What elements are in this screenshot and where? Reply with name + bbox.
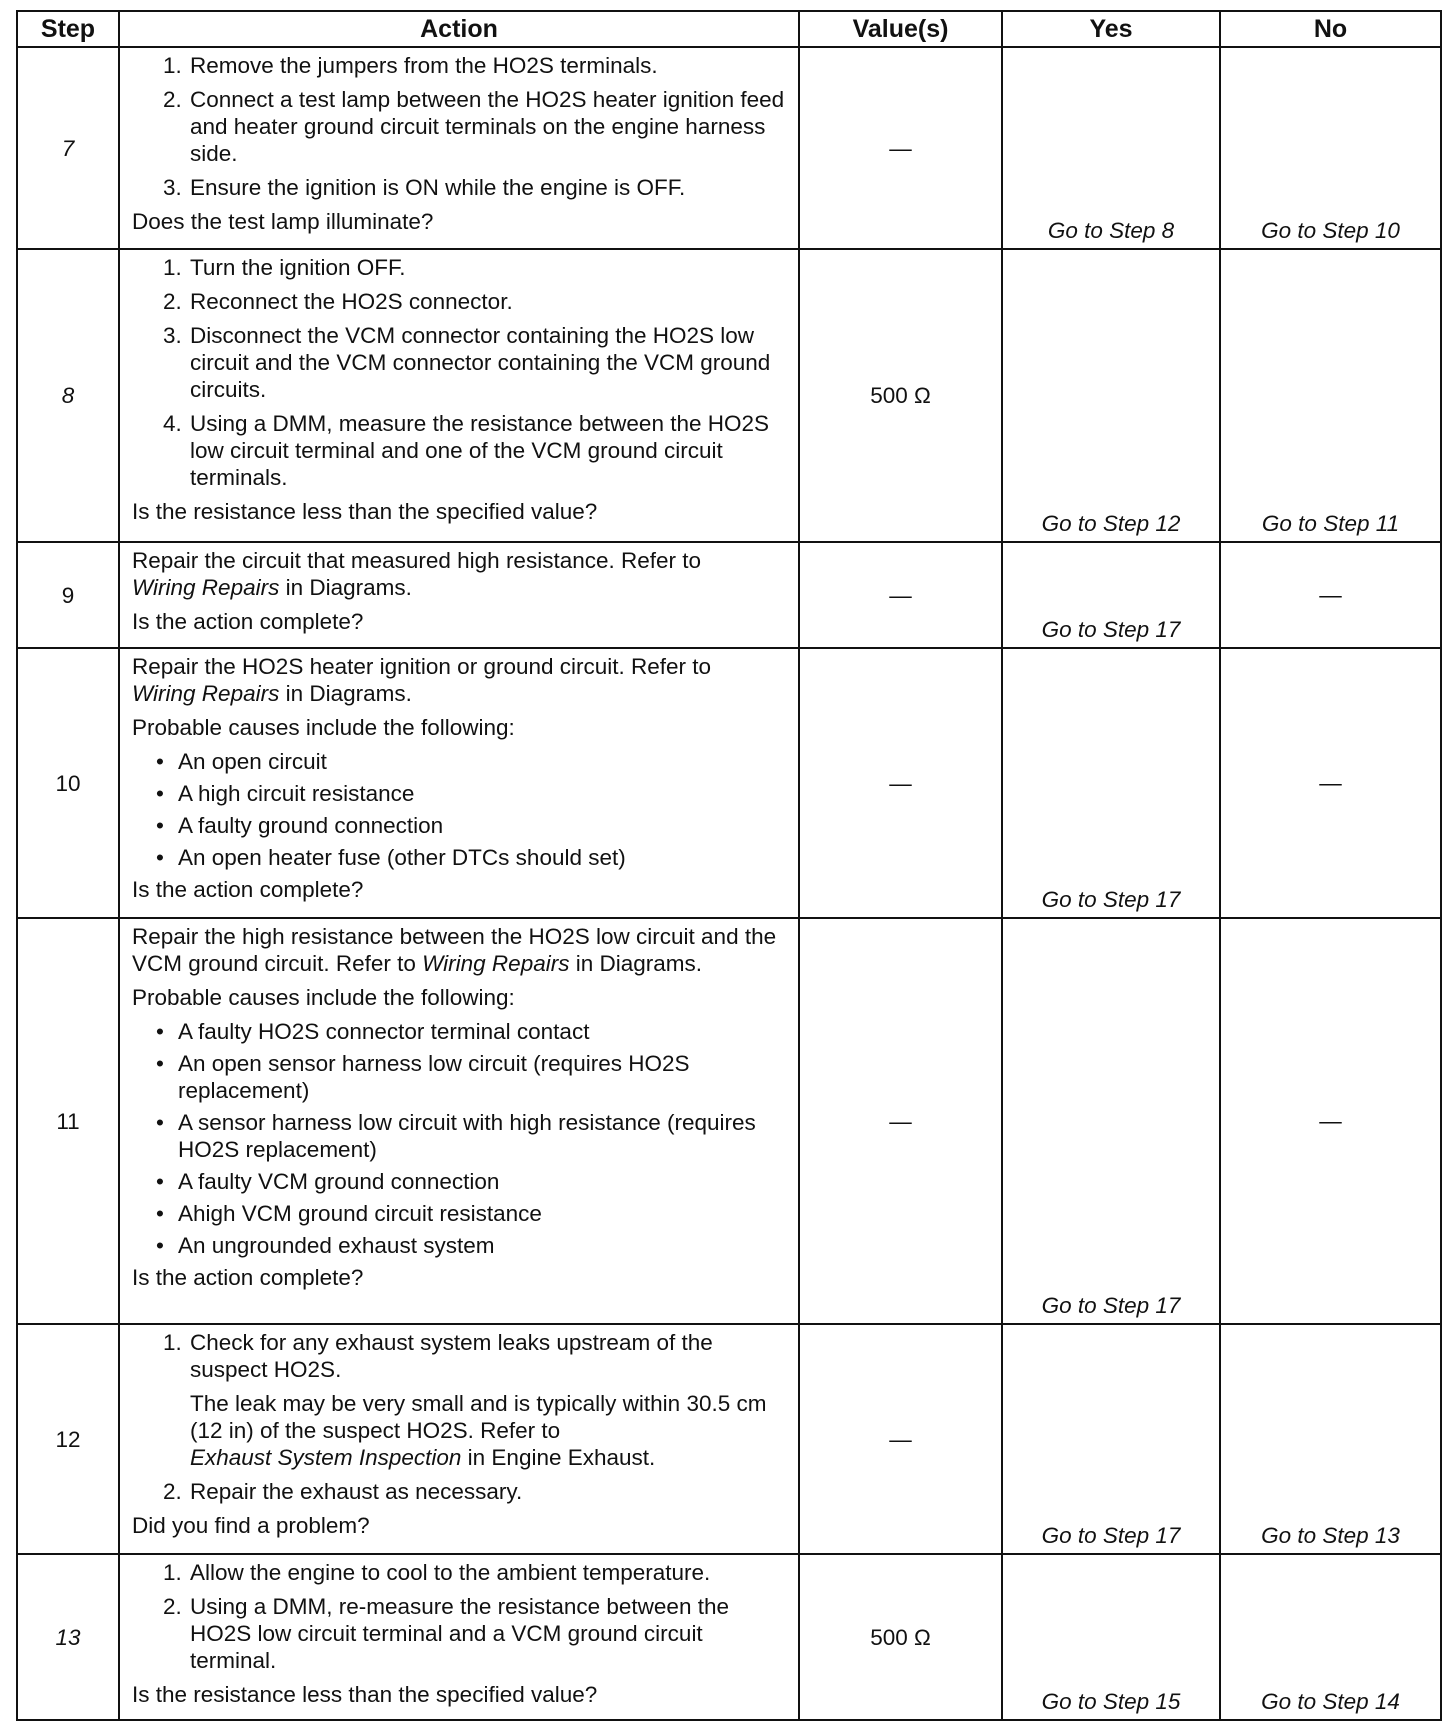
header-no: No xyxy=(1220,11,1441,47)
yes-cell xyxy=(1002,1324,1220,1554)
yes-cell xyxy=(1002,249,1220,542)
list-item: 1. Turn the ignition OFF. xyxy=(188,254,790,281)
step-list xyxy=(132,254,790,491)
list-item: 1. Remove the jumpers from the HO2S terminals. xyxy=(188,52,790,79)
table-row-step-11 xyxy=(17,918,1441,1324)
causes-intro: Probable causes include the following: xyxy=(132,715,515,740)
repair-text-b: in Diagrams. xyxy=(285,681,412,706)
step-list xyxy=(132,52,790,201)
list-item: • An open circuit xyxy=(178,748,790,775)
note-text-a: The leak may be very small and is typically within 30.5 cm (12 in) of the suspect HO2S. Refer to xyxy=(190,1391,767,1443)
wiring-repairs-ref[interactable]: Wiring Repairs xyxy=(132,681,280,706)
no-cell xyxy=(1220,47,1441,249)
list-item: 2. Reconnect the HO2S connector. xyxy=(188,288,790,315)
list-item: • Ahigh VCM ground circuit resistance xyxy=(178,1200,790,1227)
action-cell xyxy=(119,1324,799,1554)
no-cell xyxy=(1220,918,1441,1324)
repair-text-a: Repair the HO2S heater ignition or ground circuit. Refer to xyxy=(132,654,712,679)
step-number: 9 xyxy=(17,542,119,648)
list-item: • A faulty HO2S connector terminal contact xyxy=(178,1018,790,1045)
no-link[interactable]: Go to Step 14 xyxy=(1261,1689,1400,1714)
action-cell xyxy=(119,918,799,1324)
yes-cell xyxy=(1002,542,1220,648)
value-cell: 500 Ω xyxy=(799,249,1002,542)
diagnostic-table xyxy=(16,10,1442,1721)
table-row-step-12 xyxy=(17,1324,1441,1554)
header-step: Step xyxy=(17,11,119,47)
yes-link[interactable]: Go to Step 12 xyxy=(1041,511,1181,536)
no-dash: — xyxy=(1319,770,1342,796)
question-text: Is the resistance less than the specified value? xyxy=(132,1682,598,1707)
exhaust-inspection-ref[interactable]: Exhaust System Inspection xyxy=(190,1445,462,1470)
repair-text xyxy=(132,923,790,977)
list-item: • An open sensor harness low circuit (requires HO2S replacement) xyxy=(178,1050,790,1104)
no-cell xyxy=(1220,648,1441,918)
step-list xyxy=(132,1559,790,1674)
step-number: 8 xyxy=(17,249,119,542)
table-row-step-8 xyxy=(17,249,1441,542)
value-cell: — xyxy=(799,542,1002,648)
no-cell xyxy=(1220,1554,1441,1720)
table-row-step-7 xyxy=(17,47,1441,249)
no-link[interactable]: Go to Step 13 xyxy=(1261,1523,1400,1548)
table-row-step-13 xyxy=(17,1554,1441,1720)
list-item: • An open heater fuse (other DTCs should set) xyxy=(178,844,790,871)
yes-link[interactable]: Go to Step 17 xyxy=(1041,617,1181,642)
wiring-repairs-ref[interactable]: Wiring Repairs xyxy=(132,575,280,600)
yes-link[interactable]: Go to Step 17 xyxy=(1041,887,1181,912)
yes-link[interactable]: Go to Step 8 xyxy=(1047,218,1175,243)
step-list xyxy=(132,1329,790,1505)
action-cell xyxy=(119,648,799,918)
list-item: • A faulty VCM ground connection xyxy=(178,1168,790,1195)
list-item: 3. Ensure the ignition is ON while the engine is OFF. xyxy=(188,174,790,201)
no-cell xyxy=(1220,1324,1441,1554)
list-item: 3. Disconnect the VCM connector containing the HO2S low circuit and the VCM connector containing the VCM ground circuits. xyxy=(188,322,790,403)
value-cell: — xyxy=(799,918,1002,1324)
step-number: 10 xyxy=(17,648,119,918)
step-number: 7 xyxy=(17,47,119,249)
repair-text-a: Repair the high resistance between the HO2S low circuit and the VCM ground circuit. Refer to xyxy=(132,924,777,976)
list-item: • An ungrounded exhaust system xyxy=(178,1232,790,1259)
value-cell: — xyxy=(799,47,1002,249)
yes-cell xyxy=(1002,918,1220,1324)
no-dash: — xyxy=(1319,1108,1342,1134)
value-cell: — xyxy=(799,1324,1002,1554)
action-cell xyxy=(119,1554,799,1720)
repair-text-b: in Diagrams. xyxy=(575,951,703,976)
yes-link[interactable]: Go to Step 15 xyxy=(1041,1689,1181,1714)
value-cell: — xyxy=(799,648,1002,918)
question-text: Is the action complete? xyxy=(132,1265,364,1290)
action-cell xyxy=(119,249,799,542)
table-row-step-10 xyxy=(17,648,1441,918)
step-note xyxy=(190,1390,790,1471)
no-cell xyxy=(1220,249,1441,542)
causes-list xyxy=(132,748,790,871)
list-item: • A faulty ground connection xyxy=(178,812,790,839)
wiring-repairs-ref[interactable]: Wiring Repairs xyxy=(422,951,570,976)
step-number: 11 xyxy=(17,918,119,1324)
action-cell xyxy=(119,542,799,648)
header-action: Action xyxy=(119,11,799,47)
question-text: Is the action complete? xyxy=(132,877,364,902)
list-item: 2. Using a DMM, re-measure the resistance between the HO2S low circuit terminal and a VCM ground circuit terminal. xyxy=(188,1593,790,1674)
list-item xyxy=(188,1329,790,1471)
no-link[interactable]: Go to Step 10 xyxy=(1261,218,1400,243)
yes-cell xyxy=(1002,1554,1220,1720)
list-item: 2. Connect a test lamp between the HO2S heater ignition feed and heater ground circuit terminals on the engine harness side. xyxy=(188,86,790,167)
no-dash: — xyxy=(1319,582,1342,608)
header-values: Value(s) xyxy=(799,11,1002,47)
question-text: Is the action complete? xyxy=(132,609,364,634)
repair-text-a: Repair the circuit that measured high resistance. Refer to xyxy=(132,548,702,573)
list-item: 2. Repair the exhaust as necessary. xyxy=(188,1478,790,1505)
no-cell xyxy=(1220,542,1441,648)
yes-link[interactable]: Go to Step 17 xyxy=(1041,1523,1181,1548)
question-text: Is the resistance less than the specified value? xyxy=(132,499,598,524)
question-text: Did you find a problem? xyxy=(132,1513,370,1538)
repair-text xyxy=(132,653,790,707)
yes-cell xyxy=(1002,648,1220,918)
yes-link[interactable]: Go to Step 17 xyxy=(1041,1293,1181,1318)
yes-cell xyxy=(1002,47,1220,249)
note-text-b: in Engine Exhaust. xyxy=(467,1445,656,1470)
no-link[interactable]: Go to Step 11 xyxy=(1261,511,1400,536)
repair-text xyxy=(132,547,790,601)
step-number: 13 xyxy=(17,1554,119,1720)
question-text: Does the test lamp illuminate? xyxy=(132,209,434,234)
list-item: • A high circuit resistance xyxy=(178,780,790,807)
repair-text-b: in Diagrams. xyxy=(285,575,412,600)
list-item: 4. Using a DMM, measure the resistance between the HO2S low circuit terminal and one of the VCM ground circuit terminals. xyxy=(188,410,790,491)
value-cell: 500 Ω xyxy=(799,1554,1002,1720)
step-number: 12 xyxy=(17,1324,119,1554)
header-yes: Yes xyxy=(1002,11,1220,47)
causes-list xyxy=(132,1018,790,1259)
action-cell xyxy=(119,47,799,249)
list-item: 1. Allow the engine to cool to the ambient temperature. xyxy=(188,1559,790,1586)
table-row-step-9 xyxy=(17,542,1441,648)
step-text: Check for any exhaust system leaks upstream of the suspect HO2S. xyxy=(190,1330,713,1382)
causes-intro: Probable causes include the following: xyxy=(132,985,515,1010)
header-row xyxy=(17,11,1441,47)
list-item: • A sensor harness low circuit with high resistance (requires HO2S replacement) xyxy=(178,1109,790,1163)
